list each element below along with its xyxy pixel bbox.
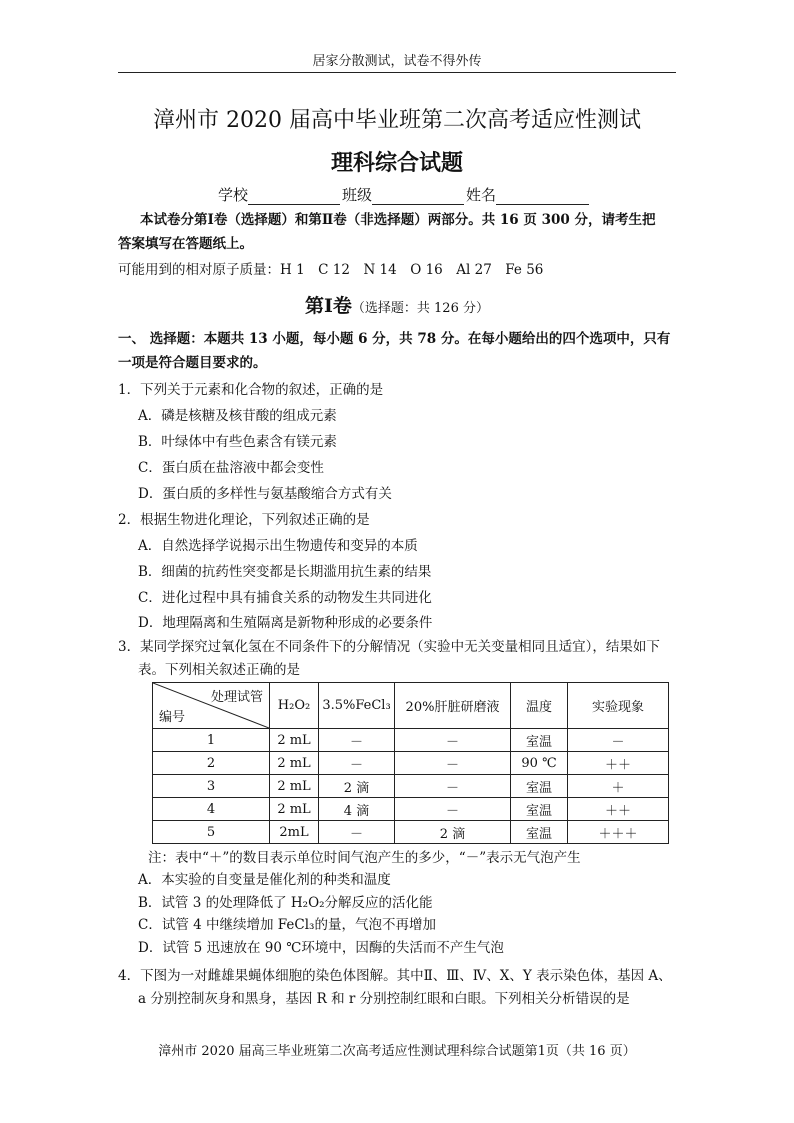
q2-option-b: B．细菌的抗药性突变都是长期滥用抗生素的结果: [138, 564, 432, 580]
section-note: （选择题：共 126 分）: [351, 301, 489, 316]
table-cell: 1: [153, 729, 270, 752]
q1-option-c: C．蛋白质在盐溶液中都会变性: [138, 460, 324, 476]
q3-stem-line-2: 表。下列相关叙述正确的是: [138, 662, 300, 678]
q3-stem-line-1: 3．某同学探究过氧化氢在不同条件下的分解情况（实验中无关变量相同且适宜），结果如下: [118, 639, 660, 655]
experiment-table: [152, 682, 669, 844]
section-name: 第Ⅰ卷: [305, 295, 352, 317]
section-heading: [0, 291, 794, 318]
q1-option-b: B．叶绿体中有些色素含有镁元素: [138, 434, 337, 450]
q4-stem-line-1: 4．下图为一对雌雄果蝇体细胞的染色体图解。其中Ⅱ、Ⅲ、Ⅳ、X、Y 表示染色体，基因 A、: [118, 968, 672, 984]
table-cell: ＋＋: [568, 798, 669, 821]
table-cell: 2 mL: [270, 798, 319, 821]
q3-option-c: C．试管 4 中继续增加 FeCl₃的量，气泡不再增加: [138, 917, 436, 933]
class-label: 班级: [342, 186, 373, 204]
q1-option-d: D．蛋白质的多样性与氨基酸缩合方式有关: [138, 486, 392, 502]
table-corner-cell: [153, 683, 270, 729]
q1-option-a: A．磷是核糖及核苷酸的组成元素: [138, 408, 337, 424]
table-row: [153, 775, 669, 798]
table-cell: ＋＋＋: [568, 821, 669, 844]
school-label: 学校: [218, 186, 249, 204]
table-cell: 室温: [511, 821, 568, 844]
table-cell: －: [568, 729, 669, 752]
table-cell: 5: [153, 821, 270, 844]
q2-option-a: A．自然选择学说揭示出生物遗传和变异的本质: [138, 538, 418, 554]
table-row: [153, 752, 669, 775]
table-header-cell: 20%肝脏研磨液: [395, 683, 511, 729]
table-cell: －: [319, 729, 395, 752]
table-cell: －: [319, 821, 395, 844]
class-blank[interactable]: [372, 189, 464, 205]
table-cell: －: [395, 775, 511, 798]
table-header-row: [153, 683, 669, 729]
q3-option-b: B．试管 3 的处理降低了 H₂O₂分解反应的活化能: [138, 895, 433, 911]
table-row: [153, 798, 669, 821]
header-note: 居家分散测试，试卷不得外传: [312, 54, 482, 69]
q3-option-a: A．本实验的自变量是催化剂的种类和温度: [138, 872, 391, 888]
table-row: [153, 821, 669, 844]
table-cell: 室温: [511, 729, 568, 752]
part1-instructions-line-2: 一项是符合题目要求的。: [118, 355, 267, 371]
table-row: [153, 729, 669, 752]
table-cell: 4 滴: [319, 798, 395, 821]
table-cell: 3: [153, 775, 270, 798]
q2-option-d: D．地理隔离和生殖隔离是新物种形成的必要条件: [138, 615, 433, 631]
q1-stem: 1．下列关于元素和化合物的叙述，正确的是: [118, 382, 384, 398]
corner-bottom-label: 编号: [159, 710, 186, 725]
table-cell: －: [395, 729, 511, 752]
name-label: 姓名: [466, 186, 497, 204]
table-cell: 2: [153, 752, 270, 775]
table-header-cell: 温度: [511, 683, 568, 729]
student-info-fields: [218, 184, 591, 205]
table-cell: －: [395, 798, 511, 821]
table-cell: 室温: [511, 775, 568, 798]
exam-title: 漳州市 2020 届高中毕业班第二次高考适应性测试: [153, 108, 641, 133]
page-footer: 漳州市 2020 届高三毕业班第二次高考适应性测试理科综合试题第1页（共 16 页）: [158, 1044, 636, 1059]
table-cell: ＋: [568, 775, 669, 798]
table-cell: 2 滴: [319, 775, 395, 798]
exam-subtitle: 理科综合试题: [330, 150, 463, 176]
table-cell: 4: [153, 798, 270, 821]
part1-instructions-line-1: 一、 选择题：本题共 13 小题，每小题 6 分，共 78 分。在每小题给出的四个选项中，只有: [118, 331, 671, 347]
table-cell: 2 mL: [270, 729, 319, 752]
name-blank[interactable]: [496, 189, 589, 205]
table-cell: 2 mL: [270, 752, 319, 775]
table-cell: 2mL: [270, 821, 319, 844]
q3-option-d: D．试管 5 迅速放在 90 ℃环境中，因酶的失活而不产生气泡: [138, 940, 504, 956]
atomic-masses: 可能用到的相对原子质量：H 1 C 12 N 14 O 16 Al 27 Fe 56: [118, 262, 544, 278]
table-cell: －: [395, 752, 511, 775]
table-header-cell: 3.5%FeCl₃: [319, 683, 395, 729]
q2-option-c: C．进化过程中具有捕食关系的动物发生共同进化: [138, 590, 432, 606]
table-cell: 2 滴: [395, 821, 511, 844]
intro-line-1: 本试卷分第Ⅰ卷（选择题）和第Ⅱ卷（非选择题）两部分。共 16 页 300 分，请考生把: [140, 212, 656, 228]
table-cell: －: [319, 752, 395, 775]
q2-stem: 2．根据生物进化理论，下列叙述正确的是: [118, 512, 370, 528]
table-cell: 2 mL: [270, 775, 319, 798]
table-cell: ＋＋: [568, 752, 669, 775]
intro-line-2: 答案填写在答题纸上。: [118, 236, 253, 252]
school-blank[interactable]: [248, 189, 340, 205]
header-rule: [118, 72, 676, 73]
q3-table-note: 注：表中“＋”的数目表示单位时间气泡产生的多少，“－”表示无气泡产生: [148, 850, 581, 866]
table-header-cell: 实验现象: [568, 683, 669, 729]
q4-stem-line-2: a 分别控制灰身和黑身，基因 R 和 r 分别控制红眼和白眼。下列相关分析错误的是: [138, 991, 630, 1007]
corner-top-label: 处理试管: [210, 690, 263, 705]
table-cell: 90 ℃: [511, 752, 568, 775]
table-header-cell: H₂O₂: [270, 683, 319, 729]
table-cell: 室温: [511, 798, 568, 821]
